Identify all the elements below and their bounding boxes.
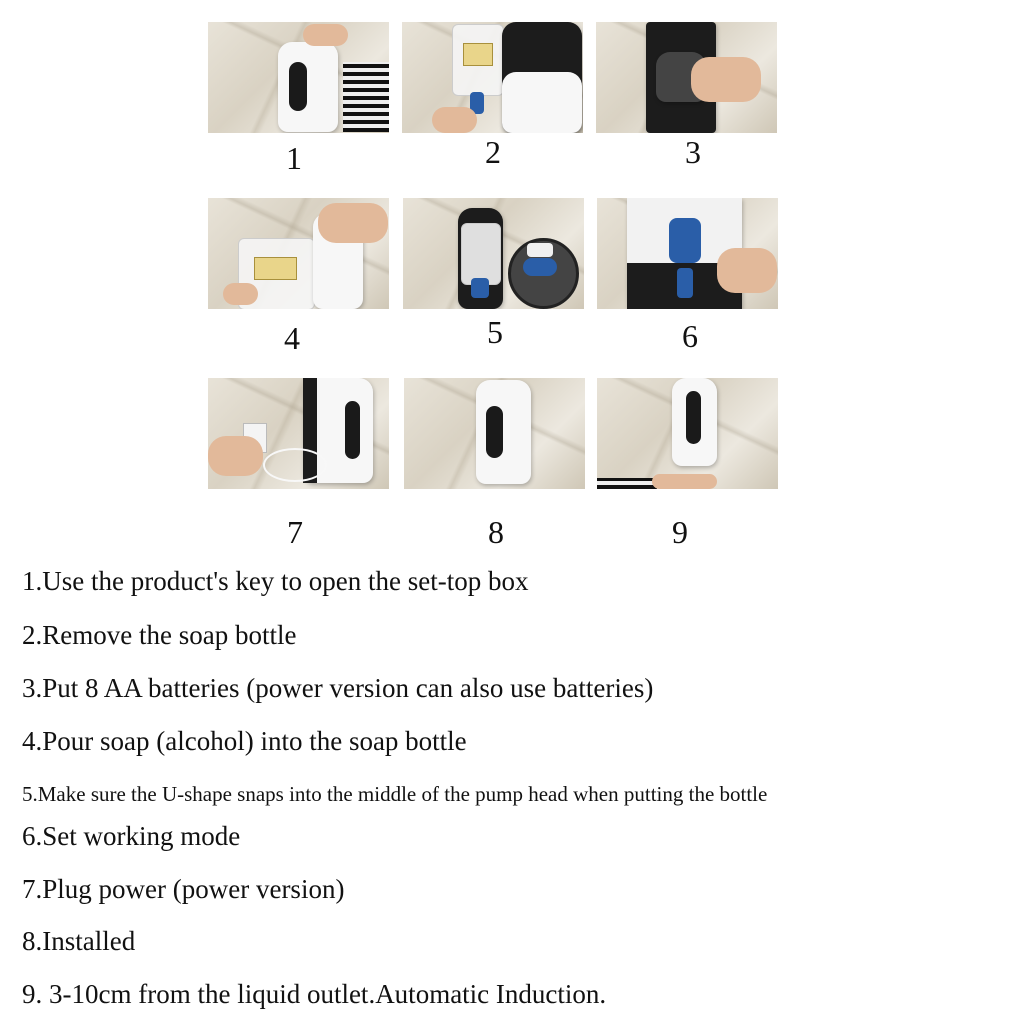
- step-3-photo: [596, 22, 777, 133]
- step-2-photo: [402, 22, 583, 133]
- step-8-number: 8: [488, 514, 504, 550]
- step-3-number: 3: [685, 134, 701, 170]
- step-1-text: 1.Use the product's key to open the set-top box: [22, 566, 529, 596]
- step-8-photo: [404, 378, 585, 489]
- step-7-text: 7.Plug power (power version): [22, 874, 345, 904]
- step-3-text: 3.Put 8 AA batteries (power version can also use batteries): [22, 673, 654, 703]
- step-9-text: 9. 3-10cm from the liquid outlet.Automatic Induction.: [22, 979, 607, 1009]
- step-5-photo: [403, 198, 584, 309]
- step-5-number: 5: [487, 314, 503, 350]
- step-2-text: 2.Remove the soap bottle: [22, 620, 297, 650]
- step-6-number: 6: [682, 318, 698, 354]
- step-8-text: 8.Installed: [22, 926, 136, 956]
- step-6-photo: [597, 198, 778, 309]
- step-1-photo: [208, 22, 389, 133]
- step-7-photo: [208, 378, 389, 489]
- step-7-number: 7: [287, 514, 303, 550]
- step-2-number: 2: [485, 134, 501, 170]
- step-6-text: 6.Set working mode: [22, 821, 241, 851]
- step-9-photo: [597, 378, 778, 489]
- step-5-text: 5.Make sure the U-shape snaps into the middle of the pump head when putting the bottle: [22, 782, 768, 806]
- step-4-text: 4.Pour soap (alcohol) into the soap bottle: [22, 726, 467, 756]
- step-4-photo: [208, 198, 389, 309]
- step-1-number: 1: [286, 140, 302, 176]
- step-4-number: 4: [284, 320, 300, 356]
- step-9-number: 9: [672, 514, 688, 550]
